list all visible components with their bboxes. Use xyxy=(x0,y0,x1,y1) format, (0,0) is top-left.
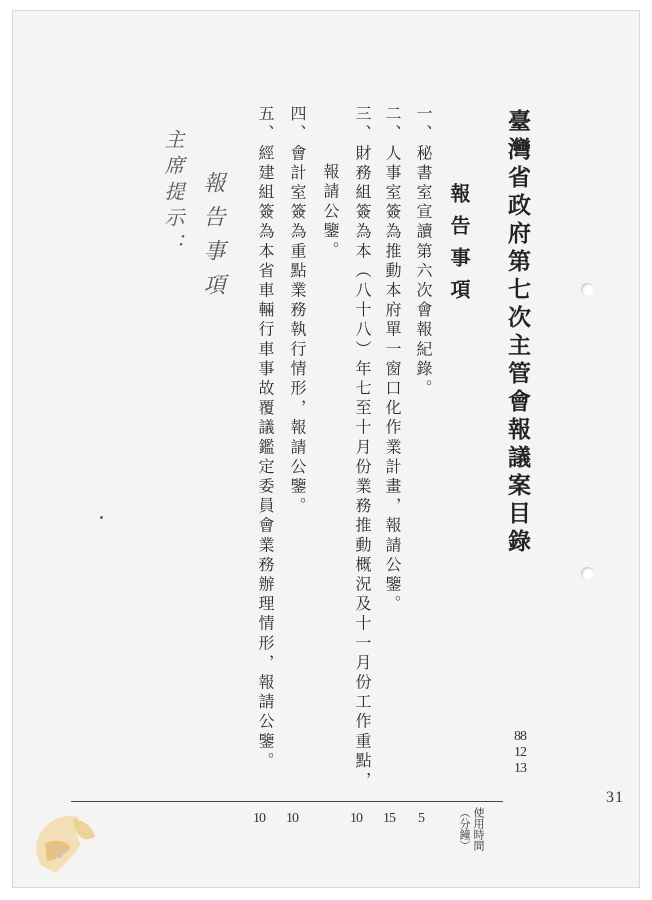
time-item-1: 5 xyxy=(418,811,424,826)
date-year: 88 xyxy=(514,729,526,744)
punch-hole-bottom xyxy=(581,567,594,580)
item-4: 四、會計室簽為重點業務執行情形，報請公鑒。 xyxy=(288,105,307,517)
page-number: 31 xyxy=(606,789,624,806)
paper-speck xyxy=(100,516,103,519)
time-header-label: 使用時間 xyxy=(472,807,485,851)
date-month: 12 xyxy=(514,745,526,760)
document-title: 臺灣省政府第七次主管會報議案目錄 xyxy=(504,109,531,557)
time-item-4: 10 xyxy=(286,811,298,826)
time-item-5: 10 xyxy=(253,811,265,826)
section-heading: 報告事項 xyxy=(447,183,471,311)
time-item-3: 10 xyxy=(350,811,362,826)
item-1: 一、秘書室宣讀第六次會報紀錄。 xyxy=(414,105,433,399)
time-header-unit: （分鐘） xyxy=(458,807,471,851)
archive-logo-watermark xyxy=(21,803,107,881)
date-day: 13 xyxy=(514,761,526,776)
document-page xyxy=(12,10,640,888)
time-divider-line xyxy=(71,801,503,802)
handwritten-note-1: 報告事項 xyxy=(200,171,225,307)
item-2: 二、人事室簽為推動本府單一窗口化作業計畫，報請公鑒。 xyxy=(383,105,402,615)
time-item-2: 15 xyxy=(383,811,395,826)
item-5: 五、經建組簽為本省車輛行車事故覆議鑑定委員會業務辦理情形，報請公鑒。 xyxy=(256,105,275,772)
item-3: 三、財務組簽為本（八十八）年七至十月份業務推動概況及十一月份工作重點， xyxy=(353,105,372,791)
handwritten-note-2: 主席提示： xyxy=(161,129,185,259)
punch-hole-top xyxy=(581,283,594,296)
item-3-continued: 報請公鑒。 xyxy=(321,163,340,261)
